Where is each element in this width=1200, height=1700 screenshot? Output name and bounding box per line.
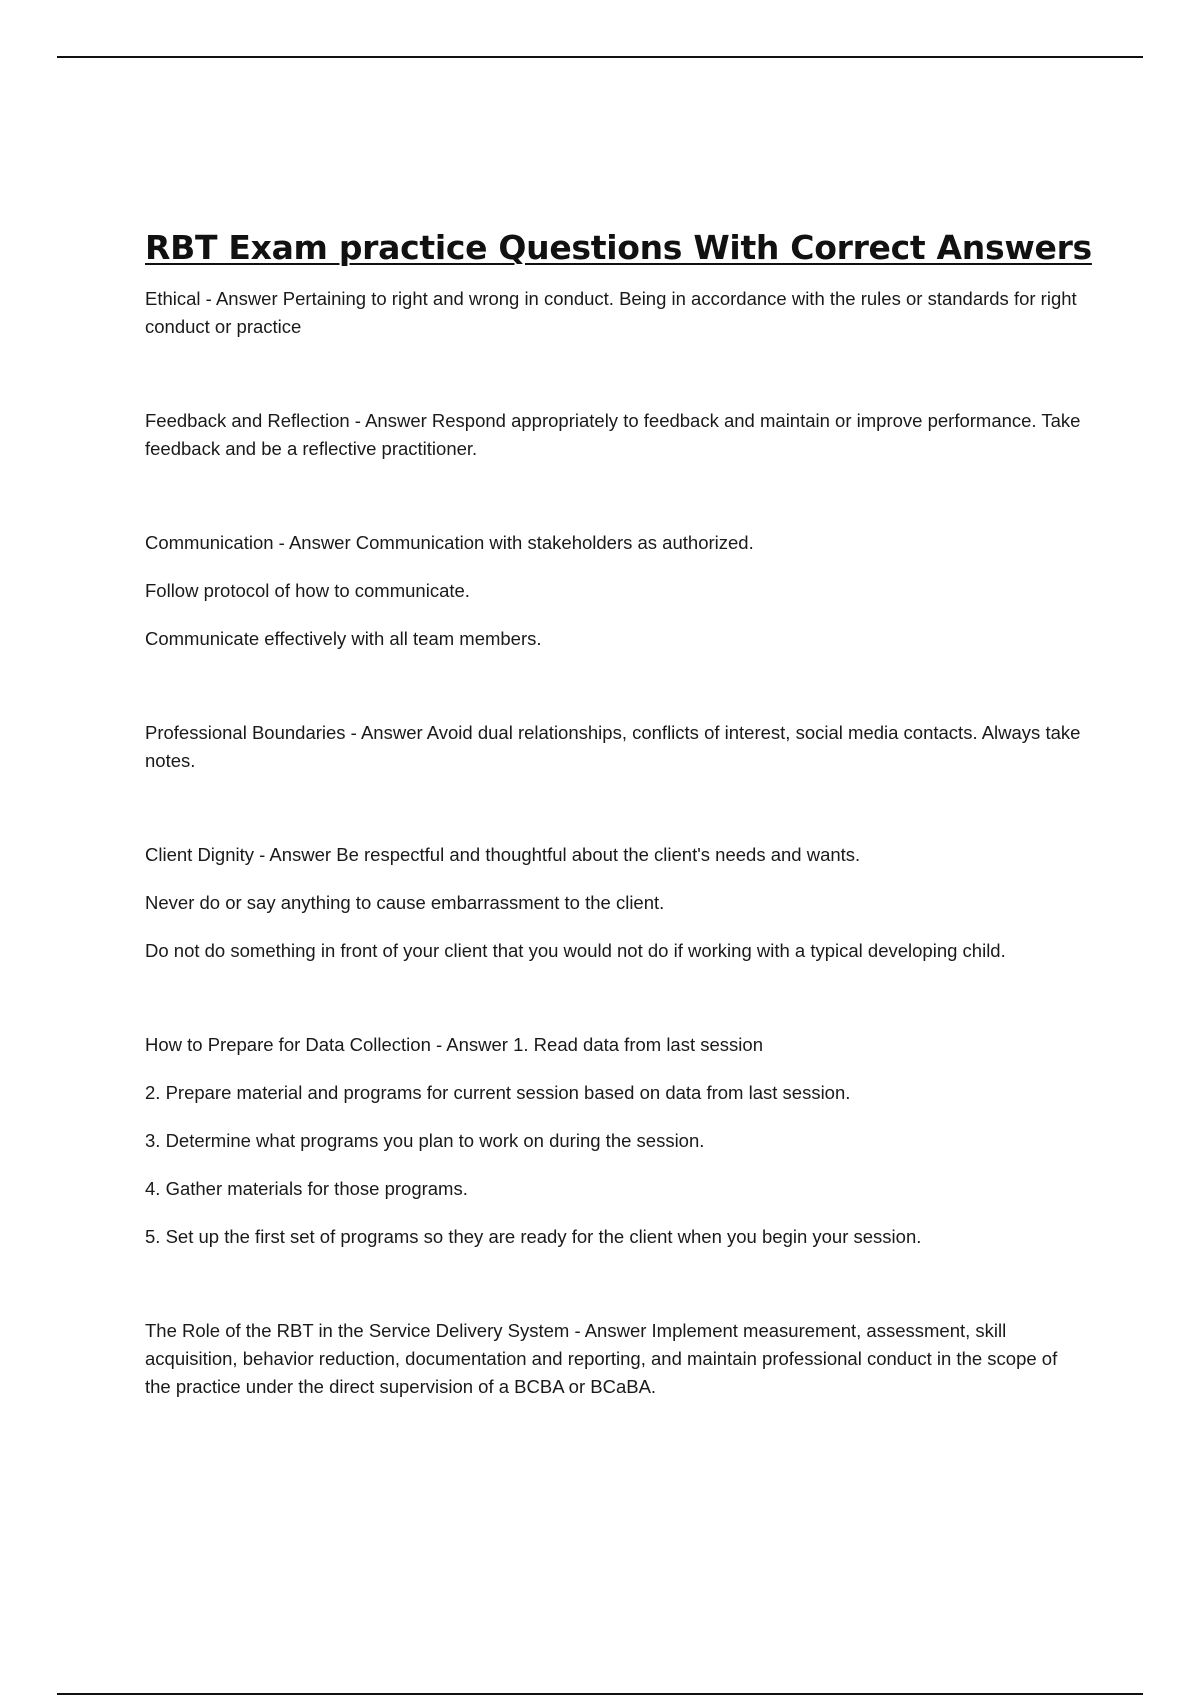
qa-entry-client-dignity <box>145 841 1085 965</box>
qa-paragraph: Professional Boundaries - Answer Avoid dual relationships, conflicts of interest, social media contacts. Always take notes. <box>145 722 1081 771</box>
qa-paragraph: Never do or say anything to cause embarrassment to the client. <box>145 892 665 913</box>
qa-paragraph: Ethical - Answer Pertaining to right and wrong in conduct. Being in accordance with the rules or standards for right conduct or practice <box>145 288 1077 337</box>
qa-entry-feedback-reflection <box>145 407 1085 463</box>
qa-entry-data-collection <box>145 1031 1085 1251</box>
qa-paragraph: 4. Gather materials for those programs. <box>145 1178 468 1199</box>
qa-paragraph: 5. Set up the first set of programs so they are ready for the client when you begin your session. <box>145 1226 922 1247</box>
qa-paragraph: 2. Prepare material and programs for current session based on data from last session. <box>145 1082 851 1103</box>
qa-entry-ethical <box>145 285 1085 341</box>
qa-entry-professional-boundaries <box>145 719 1085 775</box>
document-title: RBT Exam practice Questions With Correct Answers <box>145 228 1092 267</box>
qa-paragraph: 3. Determine what programs you plan to work on during the session. <box>145 1130 705 1151</box>
header-rule <box>57 56 1143 58</box>
qa-paragraph: The Role of the RBT in the Service Delivery System - Answer Implement measurement, assessment, skill acquisition, behavior reduction, documentation and reporting, and maintain professional conduct in the scope of the practice under the direct supervision of a BCBA or BCaBA. <box>145 1320 1058 1397</box>
qa-paragraph: Feedback and Reflection - Answer Respond appropriately to feedback and maintain or improve performance. Take feedback and be a reflective practitioner. <box>145 410 1081 459</box>
qa-entry-communication <box>145 529 1085 653</box>
qa-entry-rbt-role <box>145 1317 1085 1401</box>
qa-paragraph: Client Dignity - Answer Be respectful and thoughtful about the client's needs and wants. <box>145 844 861 865</box>
document-body <box>145 228 1092 1467</box>
qa-paragraph: Communication - Answer Communication with stakeholders as authorized. <box>145 532 754 553</box>
footer-rule <box>57 1693 1143 1695</box>
qa-paragraph: Do not do something in front of your client that you would not do if working with a typical developing child. <box>145 940 1006 961</box>
qa-paragraph: Communicate effectively with all team members. <box>145 628 542 649</box>
qa-paragraph: How to Prepare for Data Collection - Answer 1. Read data from last session <box>145 1034 763 1055</box>
qa-paragraph: Follow protocol of how to communicate. <box>145 580 470 601</box>
